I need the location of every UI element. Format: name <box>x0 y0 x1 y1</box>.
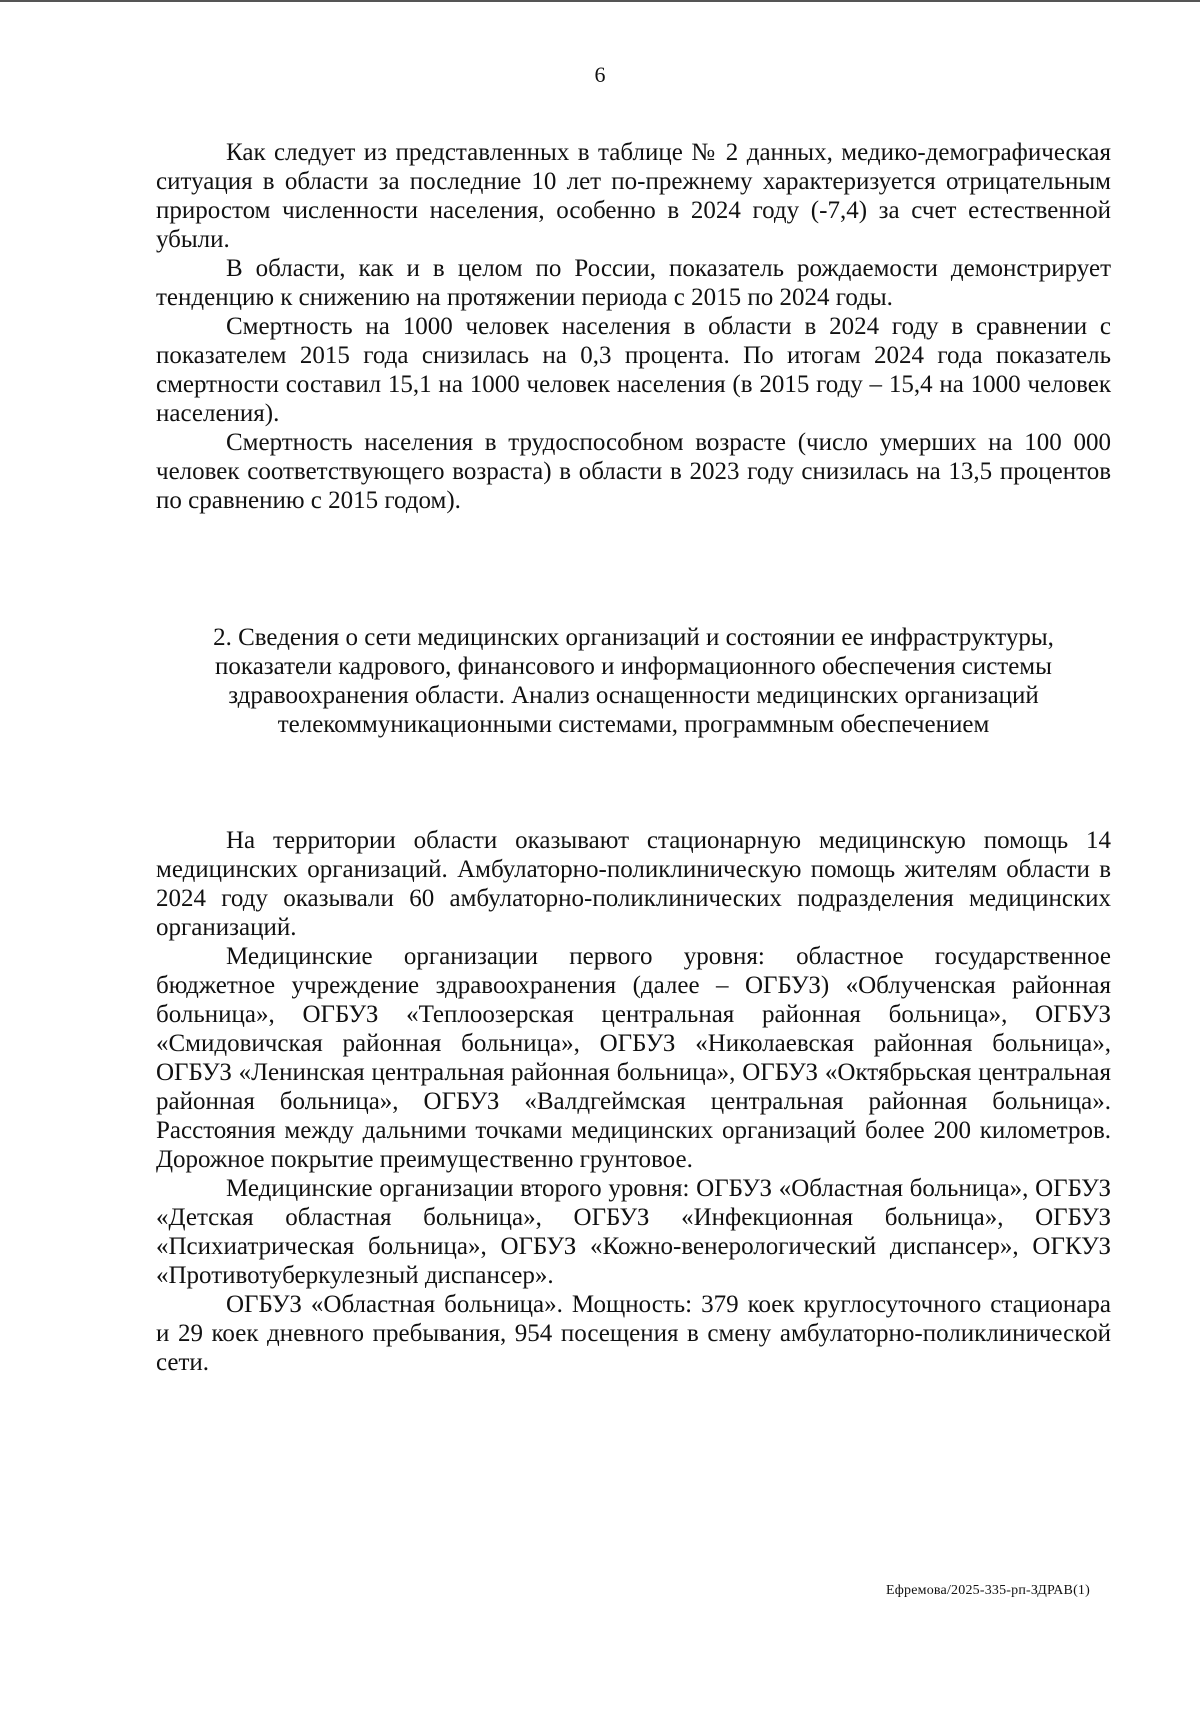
paragraph-working-age-mortality: Смертность населения в трудоспособном возрасте (число умерших на 100 000 человек соответствующего возраста) в области в 2023 году снизилась на 13,5 процентов по сравнению с 2015 годом). <box>156 429 1111 514</box>
paragraph-second-level-organizations: Медицинские организации второго уровня: ОГБУЗ «Областная больница», ОГБУЗ «Детская областная больница», ОГБУЗ «Инфекционная больница», ОГБУЗ «Психиатрическая больница», ОГБУЗ «Кожно-венерологический диспансер», ОГКУЗ «Противотуберкулезный диспансер». <box>156 1175 1111 1289</box>
paragraph-regional-hospital-capacity: ОГБУЗ «Областная больница». Мощность: 379 коек круглосуточного стационара и 29 коек дневного пребывания, 954 посещения в смену амбулаторно-поликлинической сети. <box>156 1291 1111 1376</box>
paragraph-demographic-situation: Как следует из представленных в таблице № 2 данных, медико-демографическая ситуация в области за последние 10 лет по-прежнему характеризуется отрицательным приростом численности населения, особенно в 2024 году (-7,4) за счет естественной убыли. <box>156 139 1111 253</box>
paragraph-birth-rate: В области, как и в целом по России, показатель рождаемости демонстрирует тенденцию к снижению на протяжении периода с 2015 по 2024 годы. <box>156 255 1111 311</box>
text-block-demography <box>156 138 1111 515</box>
text-block-medical-network <box>156 826 1111 1377</box>
paragraph-inpatient-care: На территории области оказывают стационарную медицинскую помощь 14 медицинских организаций. Амбулаторно-поликлиническую помощь жителям области в 2024 году оказывали 60 амбулаторно-поликлинических подразделения медицинских организаций. <box>156 827 1111 941</box>
scan-top-edge <box>0 0 1200 2</box>
page-number: 6 <box>594 62 606 87</box>
paragraph-first-level-organizations: Медицинские организации первого уровня: областное государственное бюджетное учреждение здравоохранения (далее – ОГБУЗ) «Облученская районная больница», ОГБУЗ «Теплоозерская центральная районная больница», ОГБУЗ «Смидовичская районная больница», ОГБУЗ «Николаевская районная больница», ОГБУЗ «Ленинская центральная районная больница», ОГБУЗ «Октябрьская центральная районная больница», ОГБУЗ «Валдгеймская центральная районная больница». Расстояния между дальними точками медицинских организаций более 200 километров. Дорожное покрытие преимущественно грунтовое. <box>156 943 1111 1173</box>
paragraph-mortality: Смертность на 1000 человек населения в области в 2024 году в сравнении с показателем 2015 года снизилась на 0,3 процента. По итогам 2024 года показатель смертности составил 15,1 на 1000 человек населения (в 2015 году – 15,4 на 1000 человек населения). <box>156 313 1111 427</box>
section-heading: 2. Сведения о сети медицинских организаций и состоянии ее инфраструктуры, показатели кадрового, финансового и информационного обеспечения системы здравоохранения области. Анализ оснащенности медицинских организаций телекоммуникационными системами, программным обеспечением <box>213 624 1054 738</box>
document-reference-code: Ефремова/2025-335-рп-ЗДРАВ(1) <box>886 1583 1090 1598</box>
